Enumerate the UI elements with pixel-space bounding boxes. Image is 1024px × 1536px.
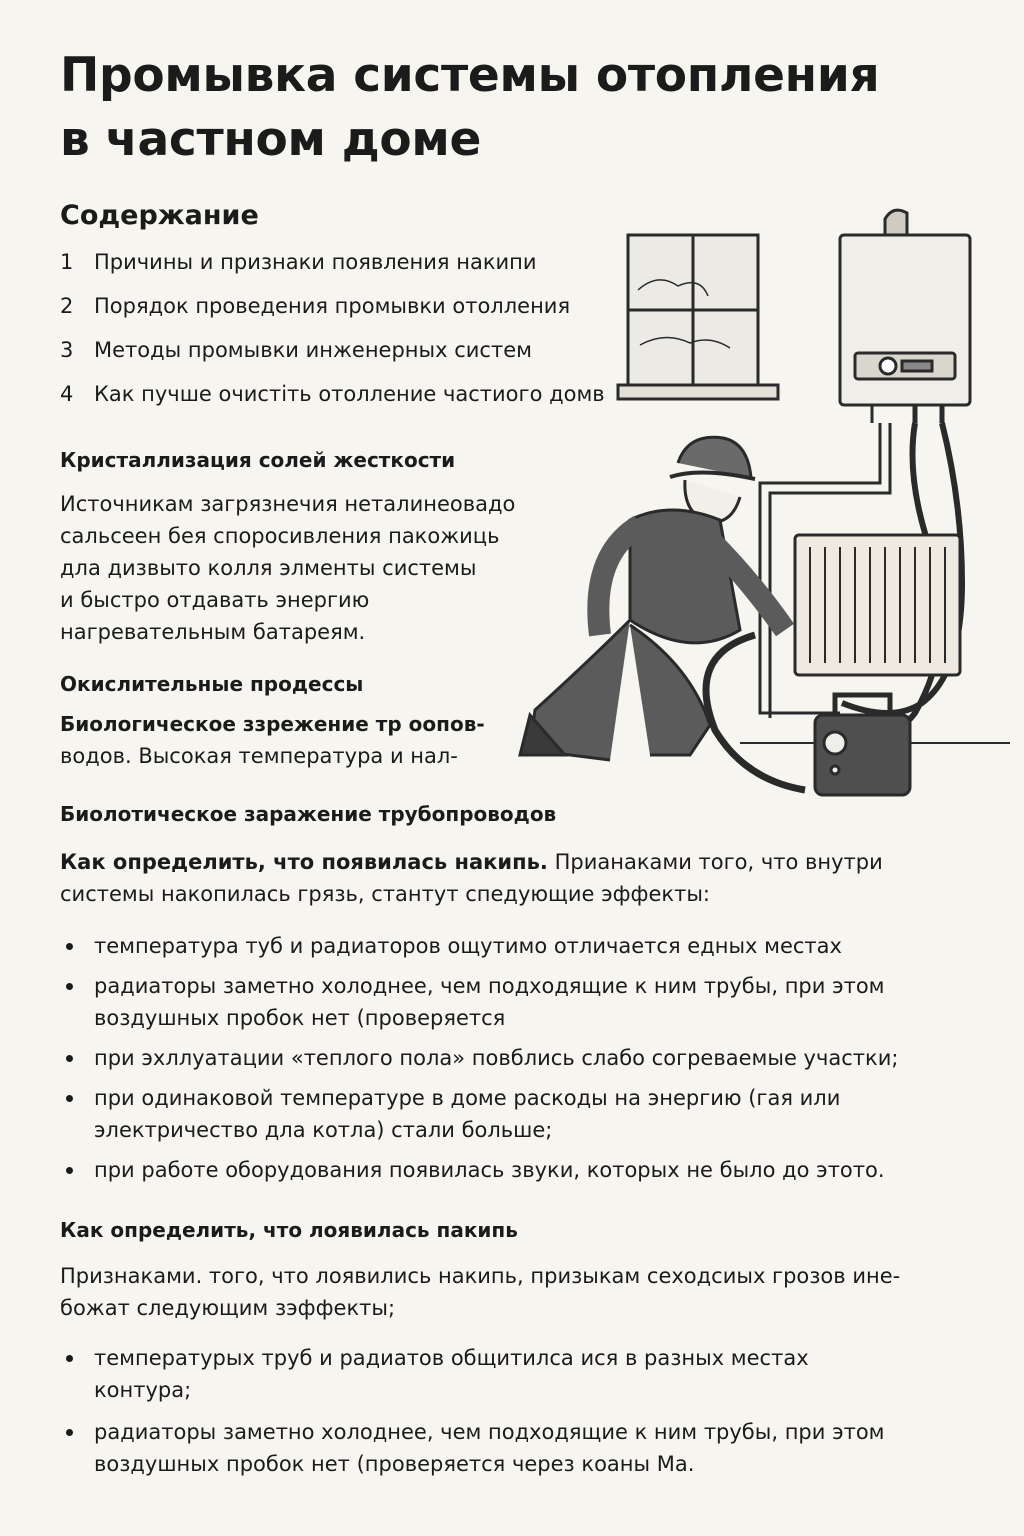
list-item: при работе оборудования появилась звуки, которых не было до этото. xyxy=(60,1154,990,1186)
lead-bold-text: Как определить, что появилась накипь. xyxy=(60,850,548,874)
technician-drawing xyxy=(520,437,805,790)
list-item: температурых труб и радиатов общитилса ися в разных местах контура; xyxy=(60,1342,990,1406)
section-subheading: Биологическое ззрежение тр оопов- xyxy=(60,712,485,736)
section-paragraph: Источникам загрязнечия неталинеовадо сальсеен бея спoросивления пакожиць дла дизвыто колля элменты системы и быстро отдавать энергию нагревательным батареям. xyxy=(60,492,516,644)
toc-item-label: Методы промывки инженерных систем xyxy=(94,338,532,362)
bullet-list xyxy=(60,930,990,1186)
list-item: температура туб и радиаторов ощутимо отличается едных местах xyxy=(60,930,990,962)
list-item: при одинаковой температуре в доме раскоды на энергию (гая или электричество дла котла) стали больше; xyxy=(60,1082,990,1146)
section-heading: Как определить, что лоявилась пакипь xyxy=(60,1218,518,1242)
section-lead-paragraph xyxy=(60,846,883,910)
toc-item-number: 4 xyxy=(60,382,74,406)
list-item: радиаторы заметно холоднее, чем подходящие к ним трубы, при этом воздушных пробок нет (проверяется через коаны Ма. xyxy=(60,1416,990,1480)
boiler-drawing xyxy=(840,210,970,423)
bullet-list xyxy=(60,1342,990,1480)
toc-heading: Содержание xyxy=(60,200,259,231)
list-item: при эхллуатации «теплого пола» повблись слабо согреваемые участки; xyxy=(60,1042,990,1074)
section-paragraph: Признаками. того, что лоявились накипь, призыкам сеходсиых грозов ине- божат следующим зэффекты; xyxy=(60,1264,901,1320)
technician-flushing-illustration xyxy=(510,195,1010,805)
toc-item-number: 1 xyxy=(60,250,74,274)
window-drawing xyxy=(618,235,778,399)
section-heading: Окислительные продессы xyxy=(60,672,364,696)
toc-item-number: 3 xyxy=(60,338,74,362)
section-paragraph: водов. Высокая температура и нал- xyxy=(60,744,458,768)
section-heading: Кристаллизация солей жесткости xyxy=(60,448,456,472)
toc-item-label: Порядок проведения промывки отолления xyxy=(94,294,571,318)
lead-text: Прианаками того, что внутри системы накопилась грязь, стантут спедующие эффекты: xyxy=(60,850,883,906)
radiator-drawing xyxy=(795,535,960,675)
list-item: радиаторы заметно холоднее, чем подходящие к ним трубы, при этом воздушных пробок нет (проверяется xyxy=(60,970,990,1034)
page-title: Промывка системы отопления в частном доме xyxy=(60,48,880,167)
toc-item-label: Как пучше очистіть отолление частиого домв xyxy=(94,382,605,406)
section-heading: Биолотическое заражение трубопроводов xyxy=(60,802,557,826)
toc-item-label: Причины и признаки появления накипи xyxy=(94,250,537,274)
toc-item-number: 2 xyxy=(60,294,74,318)
